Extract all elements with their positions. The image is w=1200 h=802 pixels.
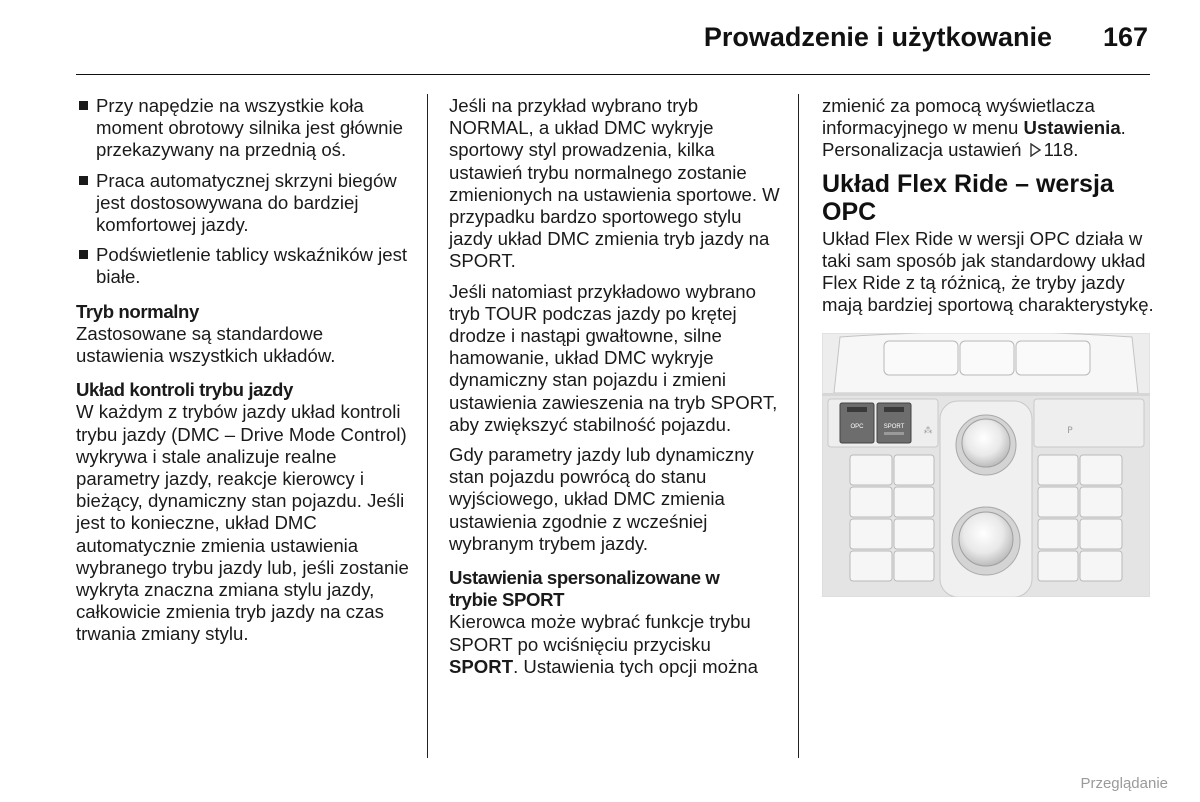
text-span: . Personalizacja ustawień — [822, 117, 1126, 161]
parking-assist-icon: P — [1067, 426, 1073, 436]
upper-knob — [956, 415, 1016, 475]
text-span: Kierowca może wybrać funkcje trybu SPORT po wciśnięciu przycisku — [449, 611, 751, 655]
column-divider — [427, 94, 428, 758]
bullet-item: Praca automatycznej skrzyni biegów jest dostosowywana do bardziej komfortowej jazdy. — [76, 170, 416, 237]
header-rule — [76, 74, 1150, 75]
normal-mode-text: Zastosowane są standardowe ustawienia wszystkich układów. — [76, 322, 336, 367]
footer-text: Przeglądanie — [1080, 775, 1168, 792]
column-2 — [449, 95, 784, 686]
paragraph: Układ Flex Ride w wersji OPC działa w taki sam sposób jak standardowy układ Flex Ride z tą różnicą, że tryby jazdy mają bardziej sportową charakterystykę. — [822, 227, 1154, 316]
page-number: 167 — [1102, 22, 1148, 52]
hazard-small-icon: ⁂ — [923, 426, 933, 436]
settings-menu-ref: Ustawienia — [1023, 117, 1121, 139]
page-header-title: Prowadzenie i użytkowanie — [703, 22, 1052, 52]
bullet-item: Przy napędzie na wszystkie koła moment obrotowy silnika jest głównie przekazywany na przednią oś. — [76, 95, 416, 162]
paragraph: Jeśli natomiast przykładowo wybrano tryb TOUR podczas jazdy po krętej drodze i nastąpi gwałtowne, silne hamowanie, układ DMC wykryje dynamiczny stan pojazdu i zmieni ustawienia zawieszenia na tryb SPORT, aby zwiększyć stabilność pojazdu. — [449, 280, 778, 435]
flex-ride-opc-heading: Układ Flex Ride – wersja OPC — [822, 169, 1114, 226]
top-vent-panel — [834, 333, 1138, 393]
page-reference: 118. — [1043, 139, 1079, 161]
center-console-illustration — [822, 333, 1150, 597]
sport-button-ref: SPORT — [449, 655, 514, 677]
dmc-heading: Układ kontroli trybu jazdy — [76, 379, 293, 401]
bullet-item: Podświetlenie tablicy wskaźników jest białe. — [76, 244, 416, 288]
paragraph — [449, 611, 784, 678]
column-divider — [798, 94, 799, 758]
text-span: zmienić za pomocą wyświetlacza informacyjnego w menu — [822, 95, 1095, 139]
sport-button — [877, 403, 911, 443]
paragraph: Gdy parametry jazdy lub dynamiczny stan pojazdu powrócą do stanu wyjściowego, układ DMC zmienia ustawienia zgodnie z wcześniej wybranym trybem jazdy. — [449, 444, 754, 554]
opc-button — [840, 403, 874, 443]
page-reference-icon — [1029, 143, 1042, 157]
paragraph — [822, 95, 1154, 162]
paragraph: Jeśli na przykład wybrano tryb NORMAL, a układ DMC wykryje sportowy styl prowadzenia, kilka ustawień trybu normalnego zostanie zmienionych na ustawienia sportowe. W przypadku bardzo sportowego stylu jazdy układ DMC zmienia tryb jazdy na SPORT. — [449, 95, 780, 272]
lower-knob — [952, 507, 1020, 575]
column-1 — [76, 95, 416, 654]
opc-button-label: OPC — [850, 424, 864, 430]
sport-settings-heading: Ustawienia spersonalizowane w trybie SPORT — [449, 567, 720, 611]
sport-button-label: SPORT — [883, 424, 905, 430]
dmc-text: W każdym z trybów jazdy układ kontroli trybu jazdy (DMC – Drive Mode Control) wykrywa i stale analizuje realne parametry jazdy, reakcje kierowcy i bieżący, dynamiczny stan pojazdu. Jeśli jest to konieczne, układ DMC automatycznie zmienia ustawienia wybranego trybu jazdy lub, jeśli zostanie wykryta znaczna zmiana stylu jazdy, całkowicie zmienia tryb jazdy na czas trwania zmiany stylu. — [76, 401, 409, 645]
normal-mode-heading: Tryb normalny — [76, 300, 199, 322]
text-span: . Ustawienia tych opcji można — [513, 655, 758, 677]
column-3 — [822, 95, 1154, 324]
